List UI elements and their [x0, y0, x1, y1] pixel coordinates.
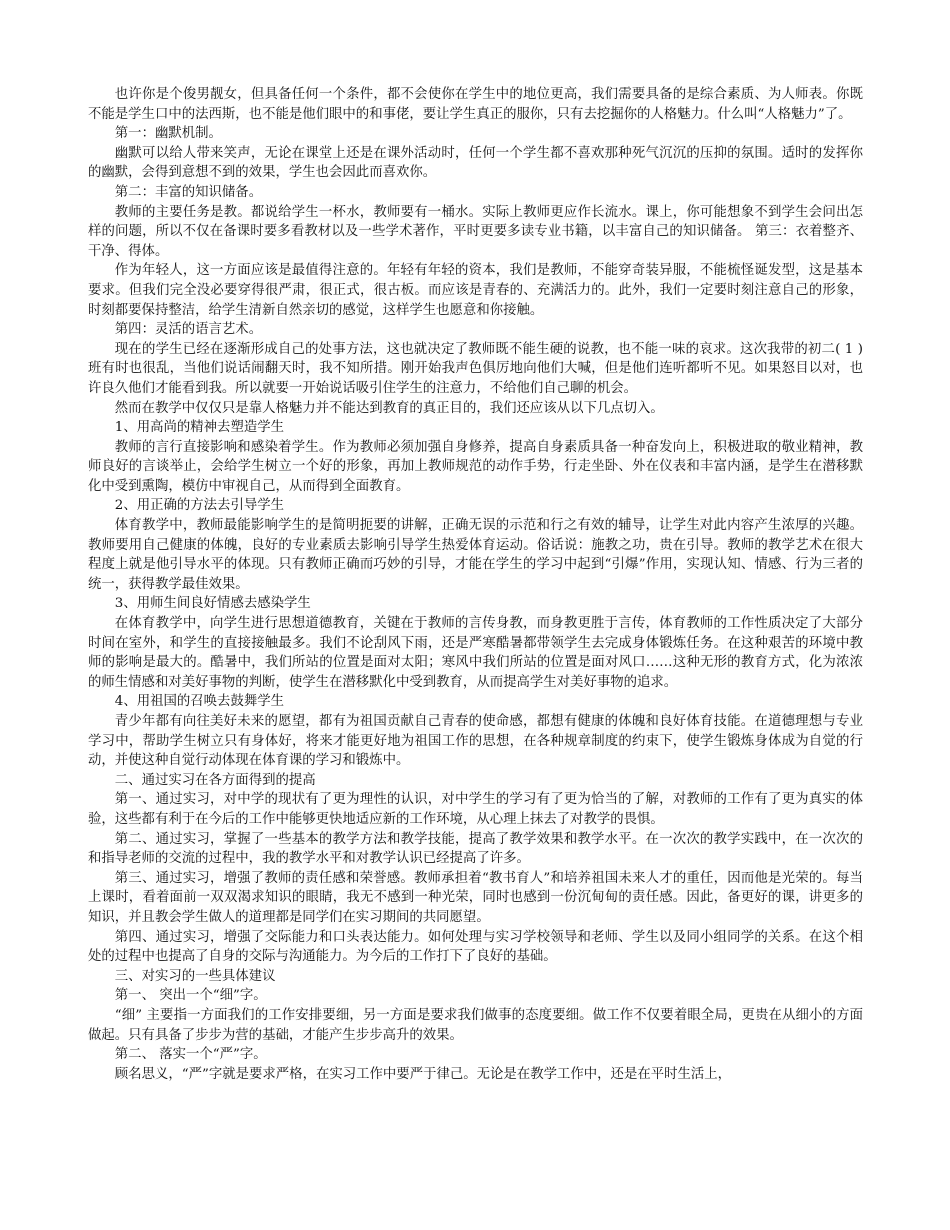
paragraph: 第二：丰富的知识储备。 [114, 184, 263, 200]
paragraph: 第四：灵活的语言艺术。 [114, 322, 263, 338]
paragraph: 第二、通过实习，掌握了一些基本的教学方法和教学技能，提高了教学效果和教学水平。在一次次的教学实践中，在一次次的和指导老师的交流的过程中，我的教学水平和对教学认识已经提高了许多。 [88, 831, 863, 867]
document-body [88, 85, 863, 1084]
paragraph: 顾名思义，“严”字就是要求严格，在实习工作中要严于律己。无论是在教学工作中，还是在平时生活上， [114, 1066, 732, 1082]
section-heading: 3、用师生间良好情感去感染学生 [114, 596, 311, 612]
paragraph: 在体育教学中，向学生进行思想道德教育，关键在于教师的言传身教，而身教更胜于言传，体育教师的工作性质决定了大部分时间在室外，和学生的直接接触最多。我们不论刮风下雨，还是严寒酷暑都带领学生去完成身体锻炼任务。在这种艰苦的环境中教师的影响是最大的。酷暑中，我们所站的位置是面对太阳；寒风中我们所站的位置是面对风口……这种无形的教育方式，化为浓浓的师生情感和对美好事物的判断，使学生在潜移默化中受到教育，从而提高学生对美好事物的追求。 [88, 616, 863, 690]
paragraph: 第二、 落实一个“严”字。 [114, 1047, 267, 1063]
paragraph: 现在的学生已经在逐渐形成自己的处事方法，这也就决定了教师既不能生硬的说教，也不能一味的哀求。这次我带的初二( 1 )班有时也很乱，当他们说话闹翻天时，我不知所措。刚开始我声色俱厉地向他们大喊，但是他们连听都听不见。如果怒目以对，也许良久他们才能看到我。所以就要一开始说话吸引住学生的注意力，不给他们自己聊的机会。 [88, 341, 863, 396]
paragraph: 也许你是个俊男靓女，但具备任何一个条件，都不会使你在学生中的地位更高，我们需要具备的是综合素质、为人师表。你既不能是学生口中的法西斯，也不能是他们眼中的和事佬，要让学生真正的服你，只有去挖掘你的人格魅力。什么叫“人格魅力”了。 [88, 87, 863, 122]
paragraph: 幽默可以给人带来笑声，无论在课堂上还是在课外活动时，任何一个学生都不喜欢那种死气沉沉的压抑的氛围。适时的发挥你的幽默，会得到意想不到的效果，学生也会因此而喜欢你。 [88, 145, 863, 181]
section-heading: 三、对实习的一些具体建议 [114, 968, 276, 984]
paragraph: “细” 主要指一方面我们的工作安排要细，另一方面是要求我们做事的态度要细。做工作不仅要着眼全局，更贵在从细小的方面做起。只有具备了步步为营的基础，才能产生步步高升的效果。 [88, 1007, 863, 1043]
paragraph: 青少年都有向往美好未来的愿望，都有为祖国贡献自己青春的使命感，都想有健康的体魄和良好体育技能。在道德理想与专业学习中，帮助学生树立只有身体好，将来才能更好地为祖国工作的思想，在各种规章制度的约束下，使学生锻炼身体成为自觉的行动，并使这种自觉行动体现在体育课的学习和锻炼中。 [88, 714, 863, 769]
paragraph: 作为年轻人，这一方面应该是最值得注意的。年轻有年轻的资本，我们是教师，不能穿奇装异服，不能梳怪诞发型，这是基本要求。但我们完全没必要穿得很严肃，很正式，很古板。而应该是青春的、充满活力的。此外，我们一定要时刻注意自己的形象，时刻都要保持整洁，给学生清新自然亲切的感觉，这样学生也愿意和你接触。 [88, 263, 863, 318]
paragraph: 第一、通过实习，对中学的现状有了更为理性的认识，对中学生的学习有了更为恰当的了解，对教师的工作有了更为真实的体验，这些都有利于在今后的工作中能够更快地适应新的工作环境，从心理上抹去了对教学的畏惧。 [88, 792, 863, 827]
paragraph: 体育教学中，教师最能影响学生的是简明扼要的讲解，正确无误的示范和行之有效的辅导，让学生对此内容产生浓厚的兴趣。教师要用自己健康的体魄，良好的专业素质去影响引导学生热爱体育运动。俗话说：施教之功，贵在引导。教师的教学艺术在很大程度上就是他引导水平的体现。只有教师正确而巧妙的引导，才能在学生的学习中起到“引爆”作用，实现认知、情感、行为三者的统一，获得教学最佳效果。 [88, 518, 863, 592]
section-heading: 4、用祖国的召唤去鼓舞学生 [114, 694, 285, 710]
paragraph: 第一、 突出一个“细”字。 [114, 988, 267, 1004]
section-heading: 1、用高尚的精神去塑造学生 [114, 420, 285, 436]
section-heading: 二、通过实习在各方面得到的提高 [114, 772, 316, 788]
section-heading: 2、用正确的方法去引导学生 [114, 498, 285, 514]
paragraph: 教师的言行直接影响和感染着学生。作为教师必须加强自身修养，提高自身素质具备一种奋发向上，积极进取的敬业精神，教师良好的言谈举止，会给学生树立一个好的形象，再加上教师规范的动作手势，行走坐卧、外在仪表和丰富内涵，是学生在潜移默化中受到熏陶，模仿中审视自己，从而得到全面教育。 [88, 439, 863, 494]
paragraph: 然而在教学中仅仅只是靠人格魅力并不能达到教育的真正目的，我们还应该从以下几点切入。 [114, 400, 664, 416]
paragraph: 第三、通过实习，增强了教师的责任感和荣誉感。教师承担着“教书育人”和培养祖国未来人才的重任，因而他是光荣的。每当上课时，看着面前一双双渴求知识的眼睛，我无不感到一种光荣，同时也感到一份沉甸甸的责任感。因此，备更好的课，讲更多的知识，并且教会学生做人的道理都是同学们在实习期间的共同愿望。 [88, 870, 863, 925]
paragraph: 第四、通过实习，增强了交际能力和口头表达能力。如何处理与实习学校领导和老师、学生以及同小组同学的关系。在这个相处的过程中也提高了自身的交际与沟通能力。为今后的工作打下了良好的基础。 [88, 929, 863, 965]
paragraph: 教师的主要任务是教。都说给学生一杯水，教师要有一桶水。实际上教师更应作长流水。课上，你可能想象不到学生会问出怎样的问题，所以不仅在备课时要多看教材以及一些学术著作，平时更要多读专业书籍，以丰富自己的知识储备。 第三：衣着整齐、干净、得体。 [88, 204, 863, 259]
paragraph: 第一：幽默机制。 [114, 126, 222, 142]
